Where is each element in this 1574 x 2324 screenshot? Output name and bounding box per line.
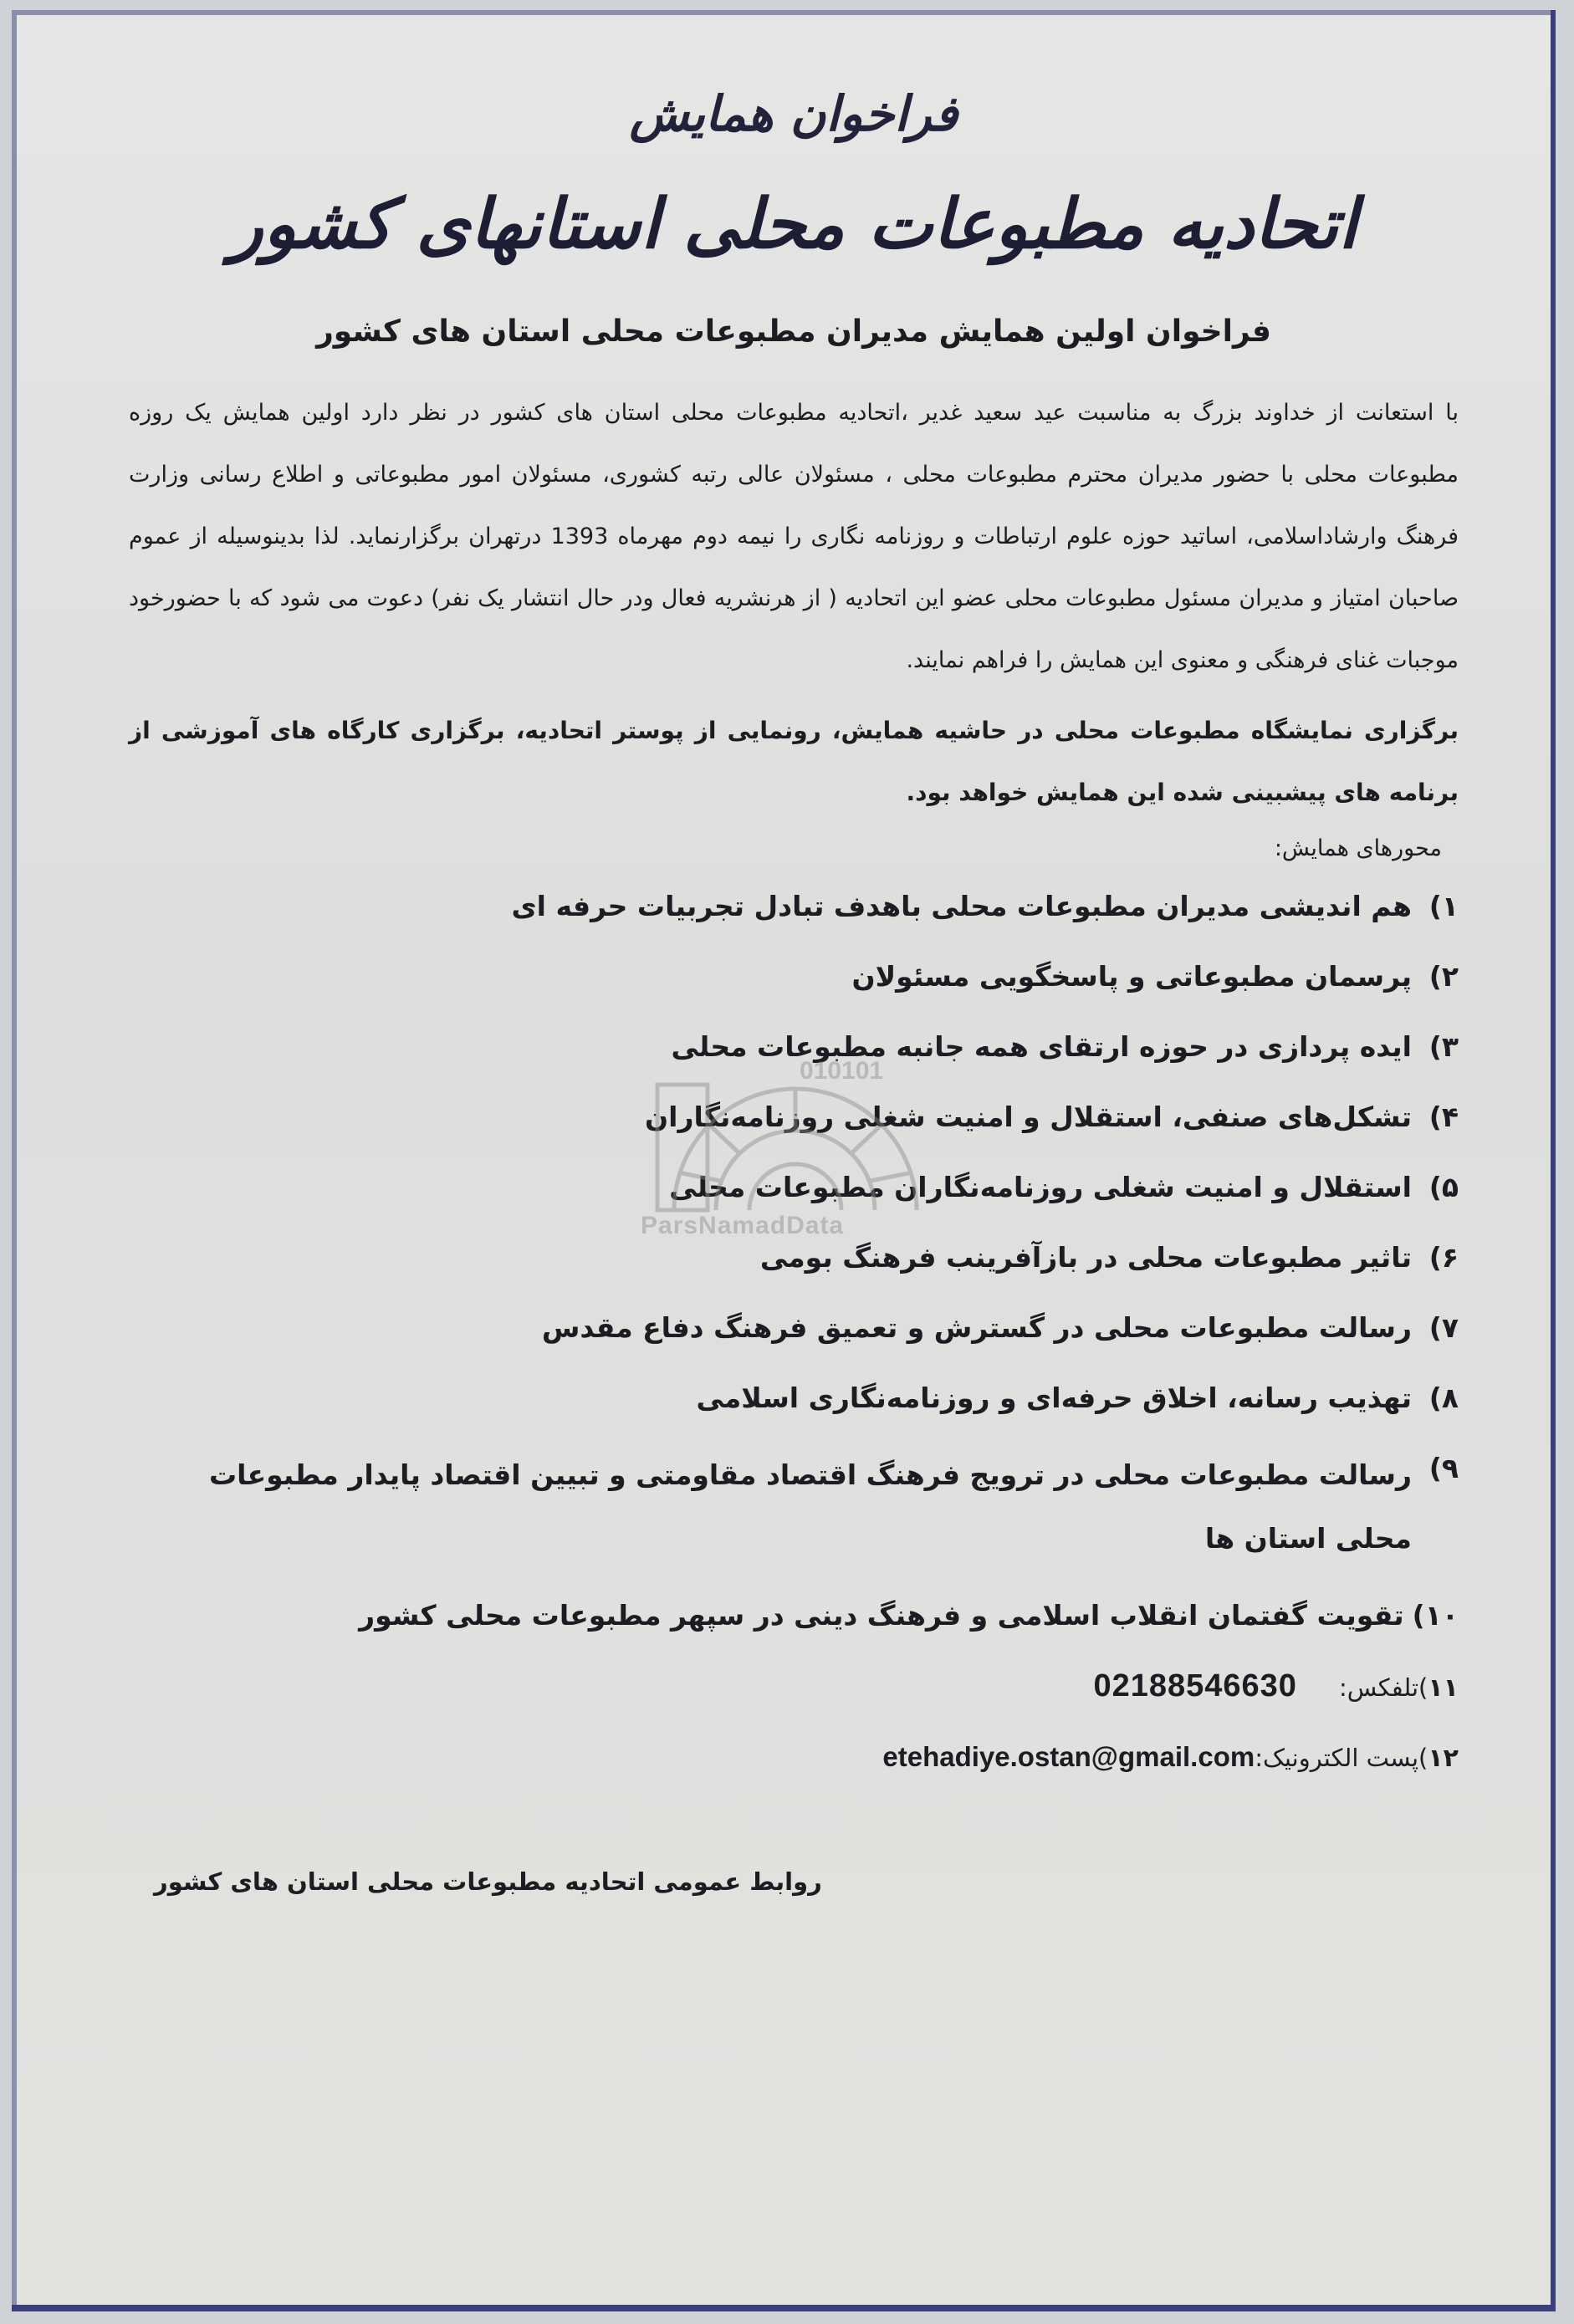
item-separator: )	[1428, 1241, 1442, 1274]
item-number: ۶	[1441, 1241, 1459, 1274]
item-separator: )	[1428, 1171, 1442, 1203]
email-row	[129, 1732, 1459, 1784]
item-separator: )	[1428, 1101, 1442, 1133]
list-item	[129, 1022, 1459, 1072]
conference-heading: فراخوان اولین همایش مدیران مطبوعات محلی استان های کشور	[316, 314, 1271, 349]
call-title: فراخوان همایش	[629, 85, 958, 142]
list-item	[129, 1233, 1459, 1283]
fax-number: ۱۱	[1428, 1673, 1459, 1703]
frame-border-top	[12, 10, 1551, 15]
list-item	[129, 881, 1459, 932]
fax-value: 02188546630	[1093, 1668, 1297, 1703]
list-item	[129, 952, 1459, 1002]
item-text: ایده پردازی در حوزه ارتقای همه جانبه مطبوعات محلی	[671, 1030, 1412, 1063]
item-separator: )	[1428, 890, 1442, 922]
item-text: تاثیر مطبوعات محلی در بازآفرینب فرهنگ بومی	[759, 1241, 1412, 1274]
item-separator: )	[1428, 1311, 1442, 1344]
email-value[interactable]: etehadiye.ostan@gmail.com	[882, 1741, 1255, 1772]
intro-paragraph: با استعانت از خداوند بزرگ به مناسبت عید سعید غدیر ،اتحادیه مطبوعات محلی استان های کشور در نظر دارد اولین همایش یک روزه مطبوعات محلی با حضور مدیران محترم مطبوعات محلی ، مسئولان عالی رتبه کشوری، مسئولان امور مطبوعاتی و اطلاع رسانی وزارت فرهنگ وارشاداسلامی، اساتید حوزه علوم ارتباطات و روزنامه نگاری را نیمه دوم مهرماه 1393 درتهران برگزارنماید. لذا بدینوسیله از عموم صاحبان امتیاز و مدیران مسئول مطبوعات محلی عضو این اتحادیه ( از هرنشریه فعال ودر حال انتشار یک نفر) دعوت می شود که با حضورخود موجبات غنای فرهنگی و معنوی این همایش را فراهم نمایند.	[129, 400, 1459, 673]
list-item	[129, 1303, 1459, 1353]
item-number: ۳	[1441, 1030, 1459, 1063]
watermark-name: ParsNamadData	[641, 1212, 845, 1239]
item-text: استقلال و امنیت شغلی روزنامه‌نگاران مطبوعات محلی	[669, 1171, 1412, 1203]
item-text: تقویت گفتمان انقلاب اسلامی و فرهنگ دینی در سپهر مطبوعات محلی کشور	[359, 1599, 1404, 1632]
axes-label: محورهای همایش:	[1274, 835, 1442, 861]
list-item	[129, 1092, 1459, 1142]
item-text: تشکل‌های صنفی، استقلال و امنیت شغلی روزنامه‌نگاران	[644, 1101, 1412, 1133]
item-number: ۱	[1441, 890, 1459, 922]
union-title: اتحادیه مطبوعات محلی استانهای کشور	[230, 184, 1357, 264]
list-item	[129, 1443, 1459, 1571]
email-number: ۱۲	[1428, 1744, 1459, 1773]
item-separator: )	[1428, 1452, 1442, 1484]
watermark-bits: 010101	[800, 1057, 884, 1085]
frame-border-left	[12, 10, 17, 2305]
list-item	[129, 1591, 1459, 1641]
email-label: )پست الکترونیک:	[1255, 1744, 1428, 1772]
item-separator: )	[1428, 1382, 1442, 1414]
document-content	[129, 85, 1459, 1896]
item-text: رسالت مطبوعات محلی در گسترش و تعمیق فرهنگ دفاع مقدس	[541, 1311, 1412, 1344]
item-separator: )	[1412, 1599, 1425, 1632]
item-separator: )	[1428, 960, 1442, 993]
item-text: رسالت مطبوعات محلی در ترویج فرهنگ اقتصاد مقاومتی و تبیین اقتصاد پایدار مطبوعات محلی استان ها	[209, 1458, 1412, 1555]
item-number: ۴	[1441, 1101, 1459, 1133]
item-text: تهذیب رسانه، اخلاق حرفه‌ای و روزنامه‌نگاری اسلامی	[696, 1382, 1412, 1414]
signature: روابط عمومی اتحادیه مطبوعات محلی استان های کشور	[154, 1867, 822, 1896]
list-item	[129, 1162, 1459, 1213]
item-number: ۹	[1441, 1452, 1459, 1484]
item-separator: )	[1428, 1030, 1442, 1063]
fax-label: )تلفکس:	[1338, 1673, 1428, 1702]
axes-list	[129, 881, 1459, 1641]
item-number: ۲	[1441, 960, 1459, 993]
program-paragraph: برگزاری نمایشگاه مطبوعات محلی در حاشیه همایش، رونمایی از پوستر اتحادیه، برگزاری کارگاه های آموزشی از برنامه های پیشبینی شده این همایش خواهد بود.	[129, 717, 1459, 806]
item-number: ۱۰	[1424, 1599, 1459, 1632]
item-number: ۵	[1441, 1171, 1459, 1203]
item-text: پرسمان مطبوعاتی و پاسخگویی مسئولان	[851, 960, 1412, 993]
item-number: ۸	[1441, 1382, 1459, 1414]
item-number: ۷	[1441, 1311, 1459, 1344]
list-item	[129, 1373, 1459, 1423]
item-text: هم اندیشی مدیران مطبوعات محلی باهدف تبادل تجربیات حرفه ای	[511, 890, 1412, 922]
fax-row	[129, 1661, 1459, 1714]
document-page	[12, 10, 1556, 2311]
